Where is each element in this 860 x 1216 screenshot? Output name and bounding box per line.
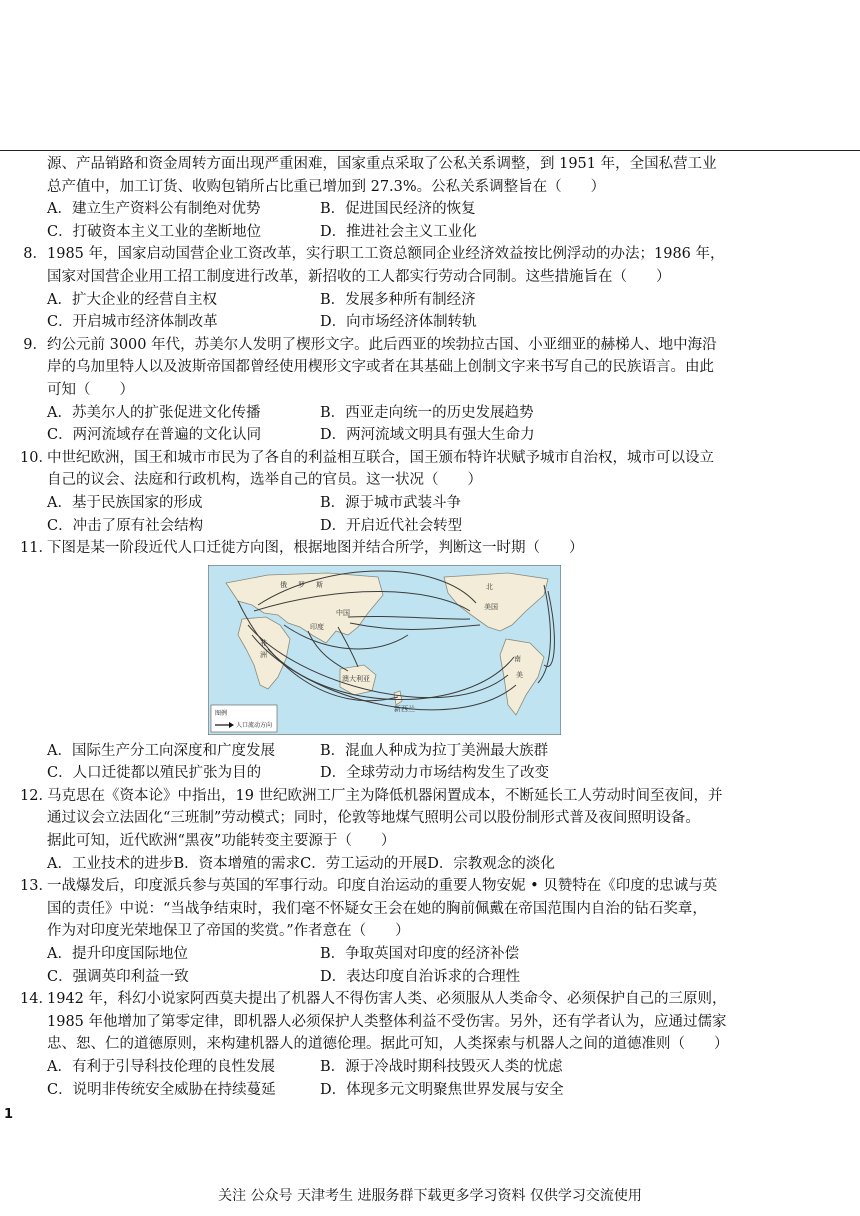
map-label-russia: 罗 <box>298 580 305 589</box>
option-row <box>20 515 850 538</box>
map-label-india: 印度 <box>310 622 324 631</box>
map-label-north-america: 北 <box>486 582 493 591</box>
map-label-australia: 澳大利亚 <box>342 674 370 683</box>
option-b: B．混血人种成为拉丁美洲最大族群 <box>320 742 549 759</box>
footer-notice: 关注 公众号 天津考生 进服务群下载更多学习资料 仅供学习交流使用 <box>218 1188 642 1204</box>
migration-map <box>208 565 561 735</box>
question-number: 9． <box>23 336 47 353</box>
question-text: 一战爆发后，印度派兵参与英国的军事行动。印度自治运动的重要人物安妮 • 贝赞特在《印度的忠诚与英 <box>47 878 718 895</box>
option-c: C．人口迁徙都以殖民扩张为目的 <box>47 765 262 782</box>
question-text: 国家对国营企业用工招工制度进行改革，新招收的工人都实行劳动合同制。这些措施旨在（ ） <box>47 268 671 285</box>
question-text: 国的责任》中说：“当战争结束时，我们毫不怀疑女王会在她的胸前佩戴在帝国范围内自治的钻石奖章， <box>47 900 707 917</box>
option-c: C．两河流域存在普遍的文化认同 <box>47 427 262 444</box>
question-number: 12． <box>20 787 53 804</box>
question-text: 可知（ ） <box>47 381 134 398</box>
option-c: C．开启城市经济体制改革 <box>47 314 218 331</box>
question-text: 下图是某一阶段近代人口迁徙方向图，根据地图并结合所学，判断这一时期（ ） <box>47 540 584 557</box>
map-legend-text: 人口流动方向 <box>236 721 273 729</box>
option-d: D．两河流域文明具有强大生命力 <box>320 427 535 444</box>
map-label-africa: 洲 <box>260 650 267 659</box>
question-12 <box>20 785 850 808</box>
option-c: C．强调英印利益一致 <box>47 968 189 985</box>
question-8 <box>20 243 850 266</box>
option-a: A．建立生产资料公有制绝对优势 <box>47 201 261 218</box>
option-c: C．劳工运动的开展 <box>300 855 428 872</box>
map-label-usa: 美国 <box>484 602 498 611</box>
option-a: A．有利于引导科技伦理的良性发展 <box>47 1059 275 1075</box>
map-label-china: 中国 <box>336 608 350 617</box>
question-number: 11． <box>20 540 53 557</box>
option-row <box>20 1056 850 1079</box>
option-c: C．说明非传统安全威胁在持续蔓延 <box>47 1081 276 1098</box>
option-a: A．苏美尔人的扩张促进文化传播 <box>47 404 261 421</box>
question-13 <box>20 875 850 898</box>
question-text: 1942 年，科幻小说家阿西莫夫提出了机器人不得伤害人类、必须服从人类命令、必须保护自己的三原则， <box>47 991 727 1008</box>
question-text: 约公元前 3000 年代，苏美尔人发明了楔形文字。此后西亚的埃勃拉古国、小亚细亚的赫梯人、地中海沿 <box>47 336 717 353</box>
option-row <box>20 198 850 221</box>
option-b: B．促进国民经济的恢复 <box>320 201 476 218</box>
option-d: D．宗教观念的淡化 <box>427 855 555 872</box>
option-b: B．资本增殖的需求 <box>173 855 301 872</box>
map-legend-title: 图例 <box>215 709 228 717</box>
map-label-africa: 非 <box>260 638 267 647</box>
option-row <box>20 966 850 989</box>
question-text: 1985 年他增加了第零定律，即机器人必须保护人类整体利益不受伤害。另外，还有学者认为，应通过儒家 <box>47 1013 727 1030</box>
map-label-russia: 俄 <box>280 580 287 589</box>
option-d: D．表达印度自治诉求的合理性 <box>320 968 521 985</box>
world-map-figure <box>208 565 561 735</box>
question-number: 8． <box>23 246 47 263</box>
option-d: D．全球劳动力市场结构发生了改变 <box>320 765 550 782</box>
question-text: 自己的议会、法庭和行政机构，选举自己的官员。这一状况（ ） <box>47 472 482 489</box>
option-row <box>20 762 850 785</box>
option-a: A．工业技术的进步 <box>47 855 174 872</box>
question-11 <box>20 537 850 560</box>
question-number: 10． <box>20 449 53 466</box>
question-14 <box>20 988 850 1011</box>
option-row <box>20 289 850 312</box>
option-row <box>20 740 850 763</box>
option-row <box>20 1079 850 1102</box>
question-text: 1985 年，国家启动国营企业工资改革，实行职工工资总额同企业经济效益按比例浮动的办法；1986 年， <box>47 246 725 263</box>
map-label-new-zealand: 新西兰 <box>394 704 415 713</box>
option-row <box>20 221 850 244</box>
option-b: B．源于冷战时期科技毁灭人类的忧虑 <box>320 1059 563 1075</box>
option-row <box>20 853 850 876</box>
option-a: A．扩大企业的经营自主权 <box>47 291 217 308</box>
question-9 <box>20 334 850 357</box>
option-d: D．推进社会主义工业化 <box>320 223 477 240</box>
option-a: A．提升印度国际地位 <box>47 946 188 963</box>
option-d: D．体现多元文明聚焦世界发展与安全 <box>320 1081 564 1098</box>
question-text: 岸的乌加里特人以及波斯帝国都曾经使用楔形文字或者在其基础上创制文字来书写自己的民族语言。由此 <box>47 359 714 376</box>
option-row <box>20 424 850 447</box>
option-a: A．国际生产分工向深度和广度发展 <box>47 742 275 759</box>
option-c: C．打破资本主义工业的垄断地位 <box>47 223 262 240</box>
question-text: 马克思在《资本论》中指出，19 世纪欧洲工厂主为降低机器闲置成本，不断延长工人劳动时间至夜间，并 <box>47 787 723 804</box>
question-text: 总产值中，加工订货、收购包销所占比重已增加到 27.3%。公私关系调整旨在（ ） <box>47 178 606 195</box>
page-number: 1 <box>4 1107 14 1122</box>
map-label-south-america: 南 <box>514 654 521 663</box>
question-text: 作为对印度光荣地保卫了帝国的奖赏。”作者意在（ ） <box>47 923 410 940</box>
option-row <box>20 492 850 515</box>
option-c: C．冲击了原有社会结构 <box>47 517 204 534</box>
option-b: B．西亚走向统一的历史发展趋势 <box>320 404 534 421</box>
option-b: B．争取英国对印度的经济补偿 <box>320 946 520 963</box>
option-b: B．源于城市武装斗争 <box>320 494 462 511</box>
map-label-russia: 斯 <box>316 580 323 589</box>
option-row <box>20 943 850 966</box>
option-a: A．基于民族国家的形成 <box>47 494 203 511</box>
option-row <box>20 402 850 425</box>
option-b: B．发展多种所有制经济 <box>320 291 476 308</box>
question-text: 源、产品销路和资金周转方面出现严重困难，国家重点采取了公私关系调整，到 1951 年，全国私营工业 <box>47 156 717 172</box>
question-text: 据此可知，近代欧洲“黑夜”功能转变主要源于（ ） <box>47 833 396 850</box>
header-rule <box>0 150 860 151</box>
question-number: 14． <box>20 991 53 1008</box>
question-number: 13． <box>20 878 53 895</box>
question-text: 通过议会立法固化“三班制”劳动模式；同时，伦敦等地煤气照明公司以股份制形式普及夜间照明设备。 <box>47 810 700 827</box>
page-content <box>20 153 850 1101</box>
question-10 <box>20 447 850 470</box>
option-d: D．向市场经济体制转轨 <box>320 314 477 331</box>
option-d: D．开启近代社会转型 <box>320 517 463 534</box>
map-label-south-america: 美 <box>516 670 523 679</box>
question-text: 中世纪欧洲，国王和城市市民为了各自的利益相互联合，国王颁布特许状赋予城市自治权，城市可以设立 <box>47 449 714 466</box>
question-text: 忠、恕、仁的道德原则，来构建机器人的道德伦理。据此可知，人类探索与机器人之间的道德准则（ ） <box>47 1036 729 1053</box>
option-row <box>20 311 850 334</box>
